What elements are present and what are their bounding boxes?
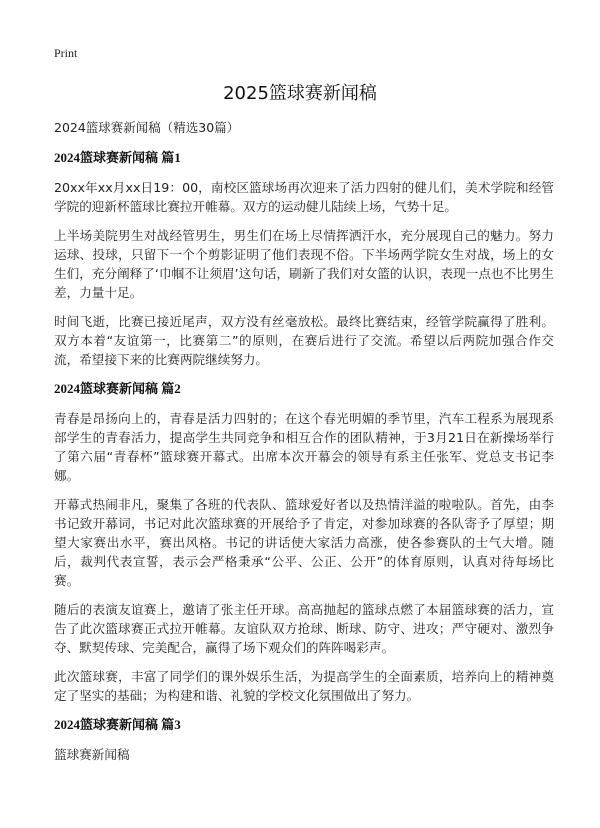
section-1 (54, 148, 554, 369)
paragraph: 时间飞逝，比赛已接近尾声，双方没有丝毫放松。最终比赛结束，经管学院赢得了胜利。双方本着“友谊第一，比赛第二”的原则，在赛后进行了交流。希望以后两院加强合作交流，希望接下来的比赛两院继续努力。 (54, 314, 554, 367)
document-subtitle: 2024篮球赛新闻稿（精选30篇） (54, 120, 240, 135)
section-heading: 2024篮球赛新闻稿 篇2 (54, 381, 181, 396)
section-heading: 2024篮球赛新闻稿 篇3 (54, 717, 181, 732)
paragraph: 随后的表演友谊赛上，邀请了张主任开球。高高抛起的篮球点燃了本届篮球赛的活力，宣告了此次篮球赛正式拉开帷幕。友谊队双方抢球、断球、防守、进攻；严守硬对、激烈争夺、默契传球、完美配合，赢得了场下观众们的阵阵喝彩声。 (54, 602, 554, 655)
paragraph: 青春是昂扬向上的，青春是活力四射的；在这个春光明媚的季节里，汽车工程系为展现系部学生的青春活力，提高学生共同竞争和相互合作的团队精神，于3月21日在新操场举行了第六届“青春杯”篮球赛开幕式。出席本次开幕会的领导有系主任张军、党总支书记李娜。 (54, 411, 554, 483)
paragraph: 开幕式热闹非凡，聚集了各班的代表队、篮球爱好者以及热情洋溢的啦啦队。首先，由李书记致开幕词，书记对此次篮球赛的开展给予了肯定，对参加球赛的各队寄予了厚望；期望大家赛出水平，赛出风格。书记的讲话使大家活力高涨，使各参赛队的士气大增。随后，裁判代表宣誓，表示会严格秉承“公平、公正、公开”的体育原则，认真对待每场比赛。 (54, 497, 554, 588)
document-body (54, 118, 554, 774)
section-3 (54, 715, 554, 764)
print-link[interactable]: Print (54, 46, 78, 60)
section-heading: 2024篮球赛新闻稿 篇1 (54, 150, 181, 165)
section-2 (54, 379, 554, 705)
document-title: 2025篮球赛新闻稿 (223, 83, 377, 104)
paragraph: 篮球赛新闻稿 (54, 747, 130, 762)
paragraph: 20xx年xx月xx日19：00，南校区篮球场再次迎来了活力四射的健儿们，美术学院和经管学院的迎新杯篮球比赛拉开帷幕。双方的运动健儿陆续上场，气势十足。 (54, 180, 554, 214)
paragraph: 上半场美院男生对战经管男生，男生们在场上尽情挥洒汗水，充分展现自己的魅力。努力运球、投球，只留下一个个剪影证明了他们表现不俗。下半场两学院女生对战，场上的女生们，充分阐释了‘巾帼不让须眉’这句话，刷新了我们对女篮的认识，表现一点也不比男生差，力量十足。 (54, 228, 554, 300)
paragraph: 此次篮球赛，丰富了同学们的课外娱乐生活，为提高学生的全面素质，培养向上的精神奠定了坚实的基础；为构建和谐、礼貌的学校文化氛围做出了努力。 (54, 669, 554, 703)
